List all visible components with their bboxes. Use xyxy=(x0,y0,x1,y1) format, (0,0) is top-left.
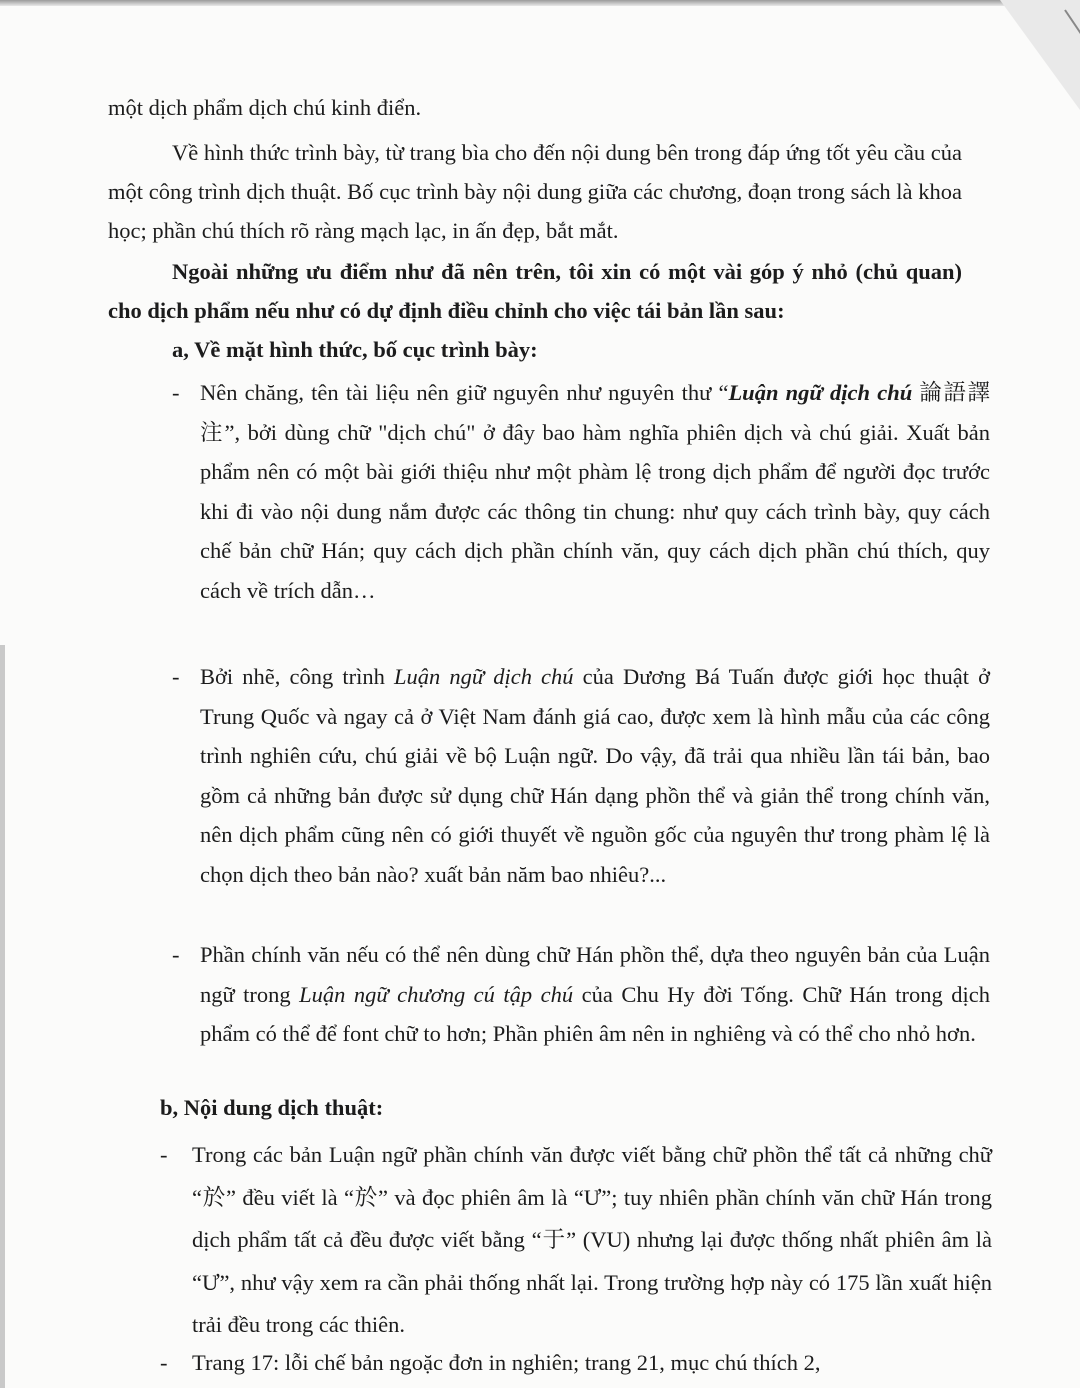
bullet-text: 論語譯注”, bởi dùng chữ "dịch chú" ở đây bao hàm nghĩa phiên dịch và chú giải. Xuất bản phẩm nên có một bài giới thiệu như một phàm lệ trong dịch phẩm để người đọc trước khi đi vào nội dung nắm được các thông tin chung: như quy cách trình bày, quy cách chế bản chữ Hán; quy cách dịch phần chính văn, quy cách dịch phần chú thích, quy cách về trích dẫn… xyxy=(200,380,990,603)
paragraph-suggestions: Ngoài những ưu điểm như đã nên trên, tôi xin có một vài góp ý nhỏ (chủ quan) cho dịch phẩm nếu như có dự định điều chỉnh cho việc tái bản lần sau: xyxy=(108,259,962,323)
bullet-item xyxy=(160,1134,992,1347)
book-title: Luận ngữ dịch chú xyxy=(728,380,913,405)
bullet-text: của Dương Bá Tuấn được giới học thuật ở Trung Quốc và ngay cả ở Việt Nam đánh giá cao, được xem là hình mẫu của các công trình nghiên cứu, chú giải về bộ Luận ngữ. Do vậy, đã trải qua nhiều lần tái bản, bao gồm cả những bản được sử dụng chữ Hán dạng phồn thể và giản thể trong chính văn, nên dịch phẩm cũng nên có giới thuyết về nguồn gốc của nguyên thư trong phàm lệ là chọn dịch theo bản nào? xuất bản năm bao nhiêu?... xyxy=(200,664,990,887)
book-title: Luận ngữ dịch chú xyxy=(393,664,574,689)
bullet-text: Bởi nhẽ, công trình xyxy=(200,664,394,689)
bullet-dash: - xyxy=(172,942,180,967)
bullet-item xyxy=(160,1343,992,1383)
book-title: Luận ngữ chương cú tập chú xyxy=(299,981,574,1007)
paragraph-intro: một dịch phẩm dịch chú kinh điển. xyxy=(108,95,422,120)
bullet-text: Trong các bản Luận ngữ phần chính văn được viết bằng chữ phồn thể tất cả những chữ “於” đều viết là “於” và đọc phiên âm là “Ư”; tuy nhiên phần chính văn chữ Hán trong dịch phẩm tất cả đều được viết bằng “于” (VU) nhưng lại được thống nhất phiên âm là “Ư”, như vậy xem ra cần phải thống nhất lại. Trong trường hợp này có 175 lần xuất hiện trải đều trong các thiên. xyxy=(192,1142,992,1337)
bullet-text: Phần chính văn nếu có thể nên dùng chữ Hán phồn thể, dựa theo nguyên bản của Luận ngữ trong xyxy=(200,942,990,1007)
bullet-item xyxy=(172,935,990,1054)
bullet-item xyxy=(172,373,990,611)
bullet-text: Trang 17: lỗi chế bản ngoặc đơn in nghiên; trang 21, mục chú thích 2, xyxy=(192,1350,821,1375)
bullet-dash: - xyxy=(160,1142,168,1167)
section-a-heading: a, Về mặt hình thức, bố cục trình bày: xyxy=(172,337,538,362)
bullet-dash: - xyxy=(172,380,180,405)
bullet-text: Nên chăng, tên tài liệu nên giữ nguyên như nguyên thư “ xyxy=(200,380,729,405)
bullet-item xyxy=(172,657,990,895)
bullet-dash: - xyxy=(160,1350,168,1375)
section-b-heading: b, Nội dung dịch thuật: xyxy=(160,1095,384,1120)
paragraph-form: Về hình thức trình bày, từ trang bìa cho đến nội dung bên trong đáp ứng tốt yêu cầu của một công trình dịch thuật. Bố cục trình bày nội dung giữa các chương, đoạn trong sách là khoa học; phần chú thích rõ ràng mạch lạc, in ấn đẹp, bắt mắt. xyxy=(108,140,962,243)
bullet-dash: - xyxy=(172,664,180,689)
scan-edge xyxy=(0,0,1080,6)
bullet-text: của Chu Hy đời Tống. Chữ Hán trong dịch phẩm có thể để font chữ to hơn; Phần phiên âm nên in nghiêng và có thể cho nhỏ hơn. xyxy=(200,981,990,1047)
scan-shadow xyxy=(0,645,5,1388)
